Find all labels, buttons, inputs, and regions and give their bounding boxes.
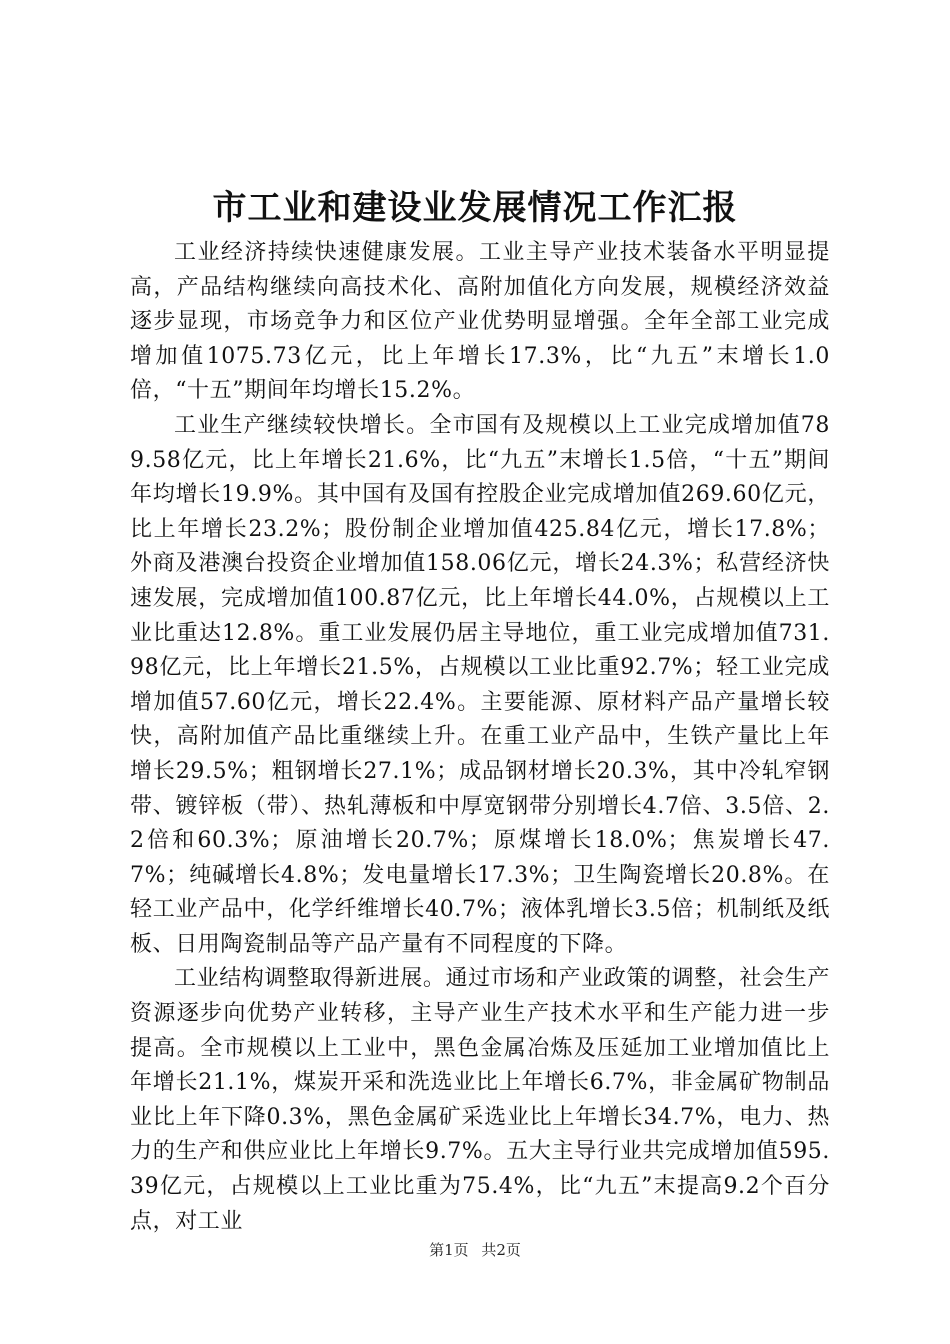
paragraph-industrial-structure: 工业结构调整取得新进展。通过市场和产业政策的调整，社会生产资源逐步向优势产业转移，主导产业生产技术水平和生产能力进一步提高。全市规模以上工业中，黑色金属冶炼及压延加工业增加值比上年增长21.1%，煤炭开采和洗选业比上年增长6.7%，非金属矿物制品业比上年下降0.3%，黑色金属矿采选业比上年增长34.7%，电力、热力的生产和供应业比上年增长9.7%。五大主导行业共完成增加值595.39亿元，占规模以上工业比重为75.4%，比“九五”末提高9.2个百分点，对工业 — [130, 966, 830, 1234]
paragraph-industrial-production: 工业生产继续较快增长。全市国有及规模以上工业完成增加值789.58亿元，比上年增长21.6%，比“九五”末增长1.5倍，“十五”期间年均增长19.9%。其中国有及国有控股企业完成增加值269.60亿元，比上年增长23.2%；股份制企业增加值425.84亿元，增长17.8%；外商及港澳台投资企业增加值158.06亿元，增长24.3%；私营经济快速发展，完成增加值100.87亿元，比上年增长44.0%，占规模以上工业比重达12.8%。重工业发展仍居主导地位，重工业完成增加值731.98亿元，比上年增长21.5%，占规模以工业比重92.7%；轻工业完成增加值57.60亿元，增长22.4%。主要能源、原材料产品产量增长较快，高附加值产品比重继续上升。在重工业产品中，生铁产量比上年增长29.5%；粗钢增长27.1%；成品钢材增长20.3%，其中冷轧窄钢带、镀锌板（带）、热轧薄板和中厚宽钢带分别增长4.7倍、3.5倍、2.2倍和60.3%；原油增长20.7%；原煤增长18.0%；焦炭增长47.7%；纯碱增长4.8%；发电量增长17.3%；卫生陶瓷增长20.8%。在轻工业产品中，化学纤维增长40.7%；液体乳增长3.5倍；机制纸及纸板、日用陶瓷制品等产品产量有不同程度的下降。 — [130, 412, 830, 957]
page-total: 共2页 — [481, 1241, 521, 1259]
page-number: 第1页 — [429, 1241, 469, 1259]
page-footer — [0, 1240, 950, 1260]
document-body — [130, 236, 830, 1239]
document-title: 市工业和建设业发展情况工作汇报 — [212, 188, 738, 228]
paragraph-industrial-economy: 工业经济持续快速健康发展。工业主导产业技术装备水平明显提高，产品结构继续向高技术化、高附加值化方向发展，规模经济效益逐步显现，市场竞争力和区位产业优势明显增强。全年全部工业完成增加值1075.73亿元，比上年增长17.3%，比“九五”末增长1.0倍，“十五”期间年均增长15.2%。 — [130, 240, 830, 404]
